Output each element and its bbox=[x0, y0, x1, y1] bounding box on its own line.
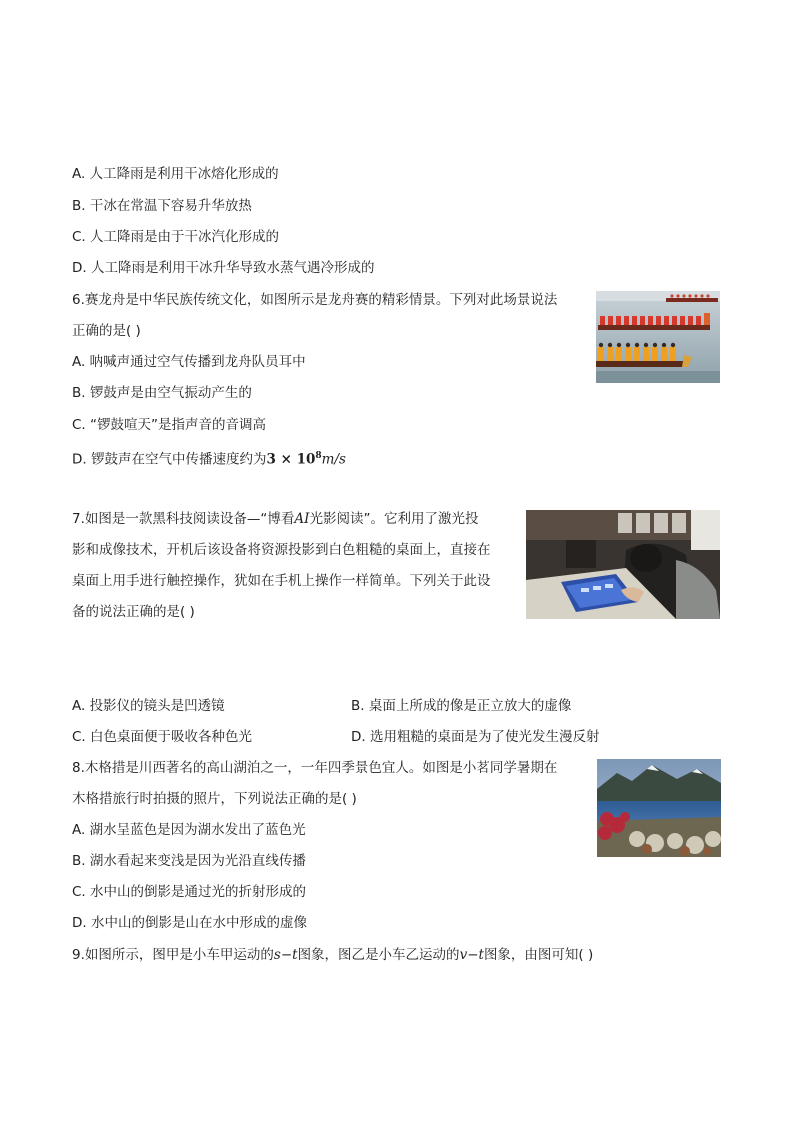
q6-option-d-exponent: 8 bbox=[315, 451, 322, 461]
q7-stem-line1-b: 光影阅读”。它利用了激光投 bbox=[309, 511, 479, 527]
q9-stem bbox=[72, 945, 593, 965]
q6-option-d-text: D. 锣鼓声在空气中传播速度约为 bbox=[72, 451, 267, 468]
q7-stem-line1-a: 7.如图是一款黑科技阅读设备—“博看 bbox=[72, 511, 295, 527]
q9-st: s−t bbox=[273, 947, 298, 963]
q8-stem-line1: 8.木格措是川西著名的高山湖泊之一，一年四季景色宜人。如图是小茗同学暑期在 bbox=[72, 760, 558, 776]
q6-option-b: B. 锣鼓声是由空气振动产生的 bbox=[72, 385, 252, 401]
q5-option-d: D. 人工降雨是利用干冰升华导致水蒸气遇冷形成的 bbox=[72, 260, 375, 276]
q5-option-b: B. 干冰在常温下容易升华放热 bbox=[72, 198, 252, 214]
q9-part3: 图象，由图可知( ) bbox=[483, 947, 594, 963]
q6-option-a: A. 呐喊声通过空气传播到龙舟队员耳中 bbox=[72, 354, 306, 370]
q9-part1: 9.如图所示，图甲是小车甲运动的 bbox=[72, 947, 274, 963]
reading-device-photo bbox=[526, 510, 720, 619]
q6-stem-line2: 正确的是( ) bbox=[72, 323, 141, 339]
q9-vt: v−t bbox=[459, 947, 484, 963]
q7-stem-line3: 桌面上用手进行触控操作，犹如在手机上操作一样简单。下列关于此设 bbox=[72, 573, 491, 589]
q8-option-d: D. 水中山的倒影是山在水中形成的虚像 bbox=[72, 915, 307, 931]
q7-stem-line2: 影和成像技术，开机后该设备将资源投影到白色粗糙的桌面上，直接在 bbox=[72, 542, 491, 558]
dragon-boat-photo bbox=[596, 291, 720, 383]
q7-stem-line4: 备的说法正确的是( ) bbox=[72, 604, 195, 620]
q8-option-c: C. 水中山的倒影是通过光的折射形成的 bbox=[72, 884, 307, 900]
q9-part2: 图象，图乙是小车乙运动的 bbox=[297, 947, 460, 963]
q7-option-c: C. 白色桌面便于吸收各种色光 bbox=[72, 729, 253, 745]
q6-option-d bbox=[72, 446, 346, 470]
q6-option-d-value: 3 × 10 bbox=[266, 451, 316, 468]
mountain-lake-photo bbox=[597, 759, 721, 857]
q7-option-d: D. 选用粗糙的桌面是为了使光发生漫反射 bbox=[351, 729, 600, 745]
q7-option-a: A. 投影仪的镜头是凹透镜 bbox=[72, 698, 225, 714]
q5-option-a: A. 人工降雨是利用干冰熔化形成的 bbox=[72, 166, 279, 182]
q6-option-d-unit: m/s bbox=[321, 451, 346, 468]
q7-option-b: B. 桌面上所成的像是正立放大的虚像 bbox=[351, 698, 572, 714]
q8-option-a: A. 湖水呈蓝色是因为湖水发出了蓝色光 bbox=[72, 822, 306, 838]
q8-option-b: B. 湖水看起来变浅是因为光沿直线传播 bbox=[72, 853, 306, 869]
q8-stem-line2: 木格措旅行时拍摄的照片，下列说法正确的是( ) bbox=[72, 791, 357, 807]
q7-stem-line1 bbox=[72, 509, 478, 529]
q6-option-c: C. “锣鼓喧天”是指声音的音调高 bbox=[72, 417, 266, 433]
q7-ai: AI bbox=[294, 511, 310, 527]
q6-stem-line1: 6.赛龙舟是中华民族传统文化，如图所示是龙舟赛的精彩情景。下列对此场景说法 bbox=[72, 292, 558, 308]
q5-option-c: C. 人工降雨是由于干冰汽化形成的 bbox=[72, 229, 280, 245]
